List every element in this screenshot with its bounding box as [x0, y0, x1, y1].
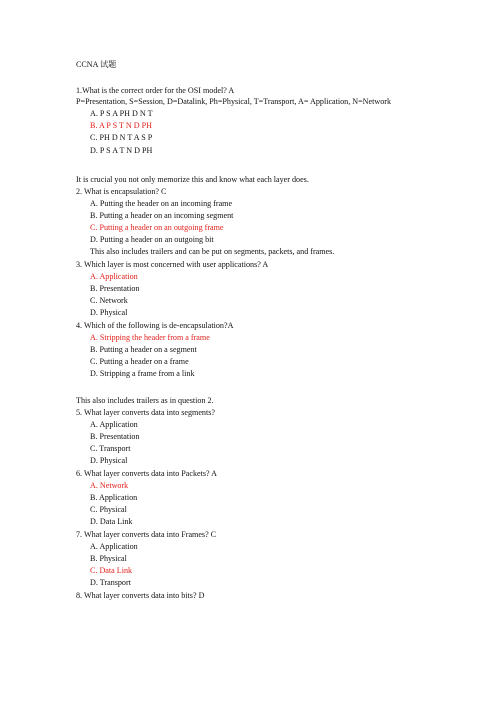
option: B. Application: [90, 493, 138, 502]
option: C. Network: [90, 296, 128, 305]
option-answer: A. Network: [90, 481, 129, 490]
option-answer: A. Stripping the header from a frame: [90, 333, 210, 342]
note-text: It is crucial you not only memorize this and know what each layer does.: [76, 175, 309, 184]
option-answer: C. Putting a header on an outgoing frame: [90, 223, 224, 232]
option: D. Putting a header on an outgoing bit: [90, 235, 214, 244]
note-text: This also includes trailers and can be put on segments, packets, and frames.: [90, 247, 335, 256]
question-4: 4. Which of the following is de-encapsulation?A: [76, 321, 234, 330]
option: B. Presentation: [90, 432, 140, 441]
option: A. Application: [90, 542, 138, 551]
option: D. Transport: [90, 578, 131, 587]
option: B. Putting a header on a segment: [90, 345, 197, 354]
document-title: CCNA 试题: [76, 60, 117, 69]
question-5: 5. What layer converts data into segments?: [76, 408, 215, 417]
question-7: 7. What layer converts data into Frames? C: [76, 530, 217, 539]
legend-text: P=Presentation, S=Session, D=Datalink, Ph=Physical, T=Transport, A= Application, N=Network: [76, 97, 392, 106]
option: A. Application: [90, 420, 138, 429]
option: B. Presentation: [90, 284, 140, 293]
option: D. Data Link: [90, 517, 133, 526]
option: B. Physical: [90, 554, 127, 563]
option: A. P S A PH D N T: [90, 109, 153, 118]
option: C. PH D N T A S P: [90, 133, 153, 142]
question-3: 3. Which layer is most concerned with user applications? A: [76, 260, 269, 269]
option: D. Physical: [90, 456, 128, 465]
question-8: 8. What layer converts data into bits? D: [76, 591, 205, 600]
question-6: 6. What layer converts data into Packets? A: [76, 469, 217, 478]
note-text: This also includes trailers as in question 2.: [76, 396, 214, 405]
option-answer: B. A P S T N D PH: [90, 121, 152, 130]
option: D. P S A T N D PH: [90, 146, 153, 155]
option: B. Putting a header on an incoming segment: [90, 211, 234, 220]
option-answer: C. Data Link: [90, 566, 133, 575]
option: C. Physical: [90, 505, 127, 514]
option-answer: A. Application: [90, 272, 138, 281]
option: A. Putting the header on an incoming frame: [90, 199, 233, 208]
option: D. Physical: [90, 308, 128, 317]
question-2: 2. What is encapsulation? C: [76, 187, 167, 196]
option: C. Transport: [90, 444, 131, 453]
option: D. Stripping a frame from a link: [90, 369, 195, 378]
question-1: 1.What is the correct order for the OSI model? A: [76, 86, 235, 95]
option: C. Putting a header on a frame: [90, 357, 189, 366]
